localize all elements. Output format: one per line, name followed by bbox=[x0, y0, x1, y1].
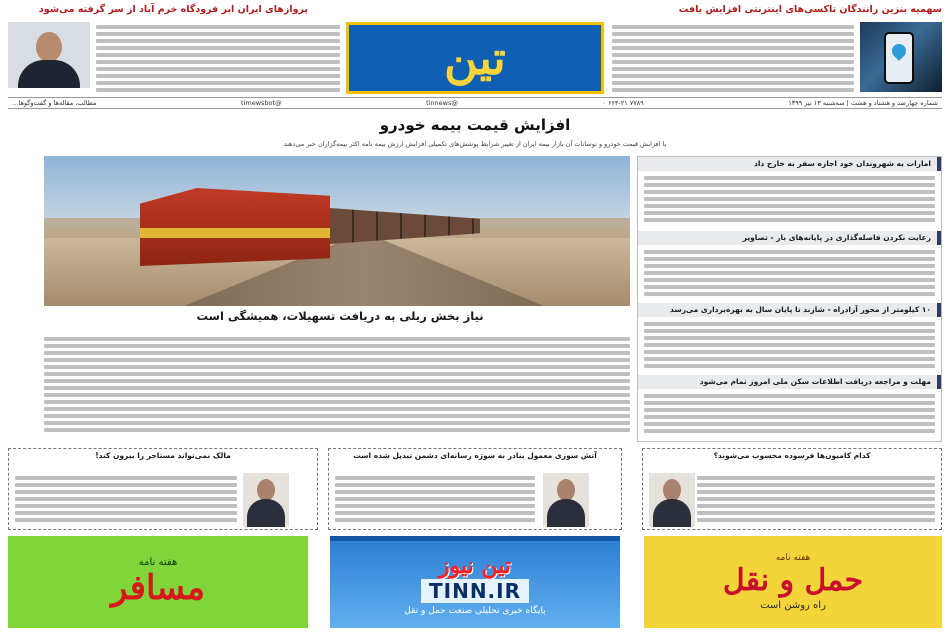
social-handle: @tinnews bbox=[426, 99, 458, 107]
column-body bbox=[697, 473, 935, 529]
column-body bbox=[335, 473, 535, 529]
brief-title: مهلت و مراجعه دریافت اطلاعات سکن ملی امروز تمام می‌شود bbox=[638, 375, 941, 389]
bottom-column-center bbox=[328, 448, 622, 530]
column-author bbox=[329, 461, 621, 470]
column-title: کدام کامیون‌ها فرسوده محسوب می‌شوند؟ bbox=[713, 451, 871, 460]
top-left-story bbox=[8, 22, 340, 94]
ad-tagline: راه روشن است bbox=[760, 600, 826, 611]
locomotive bbox=[140, 188, 330, 266]
brief-body bbox=[638, 245, 941, 301]
story-headline: نیاز بخش ریلی به دریافت تسهیلات، همیشگی است bbox=[196, 309, 484, 323]
brief-item bbox=[638, 303, 941, 373]
ad-brand: حمل و نقل bbox=[722, 563, 864, 598]
issue-info-bar bbox=[8, 97, 942, 109]
top-right-headline: سهمیه بنزین رانندگان تاکسی‌های اینترنتی افزایش یافت bbox=[678, 4, 942, 15]
ad-brand-fa: تین نیوز bbox=[439, 553, 511, 579]
brief-item bbox=[638, 157, 941, 229]
author-photo bbox=[243, 473, 289, 527]
brief-item bbox=[638, 375, 941, 441]
mosafer-ad[interactable] bbox=[8, 536, 308, 628]
logo-text: تین bbox=[444, 31, 506, 85]
freight-cars bbox=[330, 208, 480, 244]
top-left-body-text bbox=[96, 22, 340, 94]
brief-title: ۱۰ کیلومتر از محور آزادراه - شازند تا پایان سال به بهره‌برداری می‌رسد bbox=[638, 303, 941, 317]
top-left-headline: پروازهای ایران ایر فرودگاه خرم آباد از سر گرفته می‌شود bbox=[38, 4, 308, 15]
brief-title: امارات به شهروندان خود اجازه سفر به خارج داد bbox=[638, 157, 941, 171]
ad-tagline: پایگاه خبری تحلیلی صنعت حمل و نقل bbox=[404, 606, 546, 616]
official-portrait-photo bbox=[8, 22, 90, 88]
haml-o-naql-ad[interactable] bbox=[644, 536, 942, 628]
column-title: مالک نمی‌تواند مستاجر را بیرون کند! bbox=[95, 451, 231, 460]
brief-item bbox=[638, 231, 941, 301]
tinn-news-ad[interactable] bbox=[330, 536, 620, 628]
column-title: آتش سوزی معمول بنادر به سوژه رسانه‌ای دشمن تبدیل شده است bbox=[353, 451, 597, 460]
masthead-logo bbox=[346, 22, 604, 94]
train-photo bbox=[44, 156, 630, 306]
issue-date: شماره چهارصد و هشتاد و هشت | سه‌شنبه ۱۳ تیر ۱۳۹۹ bbox=[788, 99, 938, 107]
brief-title: رعایت نکردن فاصله‌گذاری در پایانه‌های بار - تصاویر bbox=[638, 231, 941, 245]
story-body bbox=[44, 334, 630, 442]
brief-body bbox=[638, 317, 941, 373]
author-photo bbox=[543, 473, 589, 527]
phone-number: ۷۷۸۹ ۶۶۴-۲۱ ۰ bbox=[602, 99, 644, 107]
taxi-app-photo bbox=[860, 22, 942, 92]
author-photo bbox=[649, 473, 695, 527]
ad-brand: مسافر bbox=[111, 567, 205, 608]
main-headline: افزایش قیمت بیمه خودرو bbox=[379, 116, 571, 134]
column-body bbox=[15, 473, 237, 529]
ad-kicker: هفته نامه bbox=[138, 556, 178, 568]
brief-body bbox=[638, 171, 941, 227]
bottom-column-left bbox=[8, 448, 318, 530]
meta-note: مطالب، مقاله‌ها و گفت‌وگوها… bbox=[12, 99, 97, 107]
main-subheadline: با افزایش قیمت خودرو و نوسانات آن بازار بیمه ایران از تغییر شرایط پوشش‌های تکمیلی افزایش ارزش بیمه نامه اکثر بیمه‌گزاران خبر می‌دهند bbox=[283, 140, 667, 148]
column-author bbox=[643, 461, 941, 470]
bot-handle: @timewsbot bbox=[241, 99, 282, 107]
news-briefs-column bbox=[637, 156, 942, 442]
bottom-column-right bbox=[642, 448, 942, 530]
ad-kicker: هفته نامه bbox=[775, 553, 811, 563]
ad-brand-en: TINN.IR bbox=[421, 579, 529, 603]
top-right-story bbox=[612, 22, 942, 92]
column-author bbox=[9, 461, 317, 470]
top-right-body-text bbox=[612, 22, 854, 92]
brief-body bbox=[638, 389, 941, 438]
